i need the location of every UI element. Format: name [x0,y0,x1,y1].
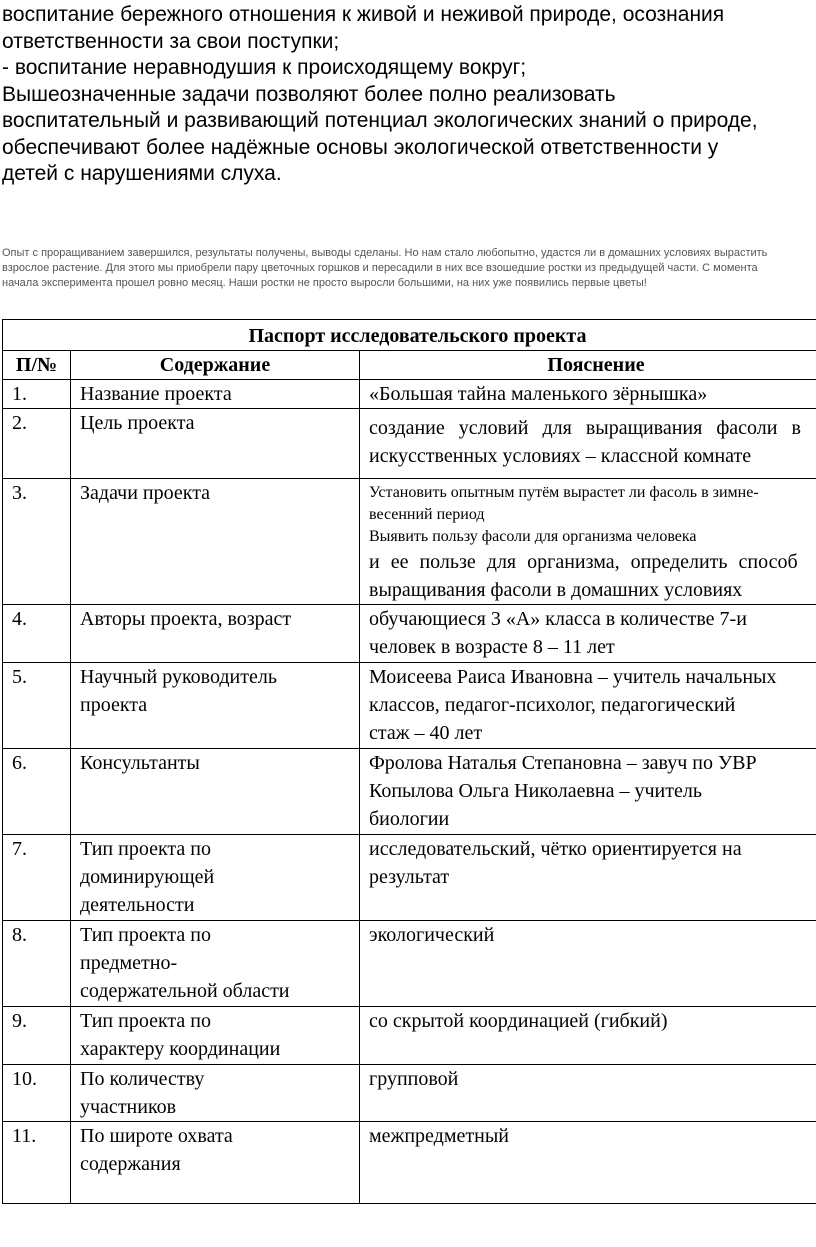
row-explanation: человек в возрасте 8 – 11 лет [369,636,615,658]
row-content: участников [80,1096,177,1118]
table-row [3,380,816,409]
row-explanation: результат [369,866,450,888]
intro-line: обеспечивают более надёжные основы экологической ответственности у [2,135,719,159]
row-explanation: искусственных условиях – классной комнате [369,445,752,467]
row-explanation-small: Установить опытным путём вырастет ли фасоль в зимне- [369,484,759,501]
row-explanation: и ее пользе для организма, определить способ [369,551,798,573]
row-explanation: Копылова Ольга Николаевна – учитель [369,780,702,802]
row-num: 3. [3,479,71,605]
row-num: 9. [3,1007,71,1065]
table-row [3,835,816,921]
row-content: По широте охвата [80,1125,233,1147]
note-line: взрослое растение. Для этого мы приобрели пару цветочных горшков и пересадили в них все взошедшие ростки из предыдущей части. С момента [2,262,758,274]
row-explanation-small: весенний период [369,506,485,523]
header-num: П/№ [3,351,71,380]
row-num: 10. [3,1065,71,1122]
row-num: 4. [3,605,71,663]
table-row [3,409,816,479]
row-content: Научный руководитель [80,666,277,688]
note-line: Опыт с проращиванием завершился, результаты получены, выводы сделаны. Но нам стало любопытно, удастся ли в домашних условиях вырастить [2,247,768,259]
row-explanation: экологический [369,924,495,946]
table-row [3,749,816,835]
table-row [3,1065,816,1122]
row-content: Цель проекта [80,412,195,434]
experiment-note [2,246,814,291]
table-row [3,663,816,749]
row-num: 5. [3,663,71,749]
row-explanation: со скрытой координацией (гибкий) [369,1010,668,1032]
intro-line: ответственности за свои поступки; [2,29,340,53]
project-passport-table [2,319,816,1204]
row-explanation: выращивания фасоли в домашних условиях [369,579,743,601]
intro-text [2,2,816,188]
row-content: характеру координации [80,1038,281,1060]
row-explanation: исследовательский, чётко ориентируется на [369,838,742,860]
row-content: проекта [80,694,148,716]
row-content: По количеству [80,1068,205,1090]
header-content: Содержание [71,351,360,380]
row-content: содержательной области [80,980,290,1002]
intro-line: - воспитание неравнодушия к происходящему вокруг; [2,56,527,79]
row-num: 2. [3,409,71,479]
row-explanation: обучающиеся 3 «А» класса в количестве 7-и [369,608,747,630]
row-explanation: Моисеева Раиса Ивановна – учитель начальных [369,666,777,688]
intro-line: воспитание бережного отношения к живой и неживой природе, осознания [2,3,725,26]
row-num: 7. [3,835,71,921]
row-explanation: создание условий для выращивания фасоли в [369,417,801,439]
row-content: доминирующей [80,866,215,888]
row-num: 8. [3,921,71,1007]
row-content: Название проекта [80,383,232,405]
header-explanation: Пояснение [360,351,816,380]
table-row [3,1122,816,1204]
note-line: начала эксперимента прошел ровно месяц. Наши ростки не просто выросли большими, на них уже появились первые цветы! [2,277,647,289]
row-content: Авторы проекта, возраст [80,608,292,630]
row-explanation: классов, педагог-психолог, педагогический [369,694,736,716]
table-row [3,1007,816,1065]
row-content: Консультанты [80,752,200,774]
intro-line: воспитательный и развивающий потенциал экологических знаний о природе, [2,109,758,132]
row-content: деятельности [80,894,195,916]
table-row [3,605,816,663]
row-content: предметно- [80,952,178,974]
row-explanation: стаж – 40 лет [369,722,483,744]
intro-line: Вышеозначенные задачи позволяют более полно реализовать [2,82,616,106]
row-explanation: групповой [369,1068,459,1090]
row-num: 1. [3,380,71,409]
row-content: содержания [80,1153,181,1175]
table-row [3,479,816,605]
row-explanation: Фролова Наталья Степановна – завуч по УВР [369,752,757,774]
row-content: Тип проекта по [80,1010,211,1032]
row-num: 6. [3,749,71,835]
row-explanation: межпредметный [369,1125,509,1147]
row-content: Тип проекта по [80,838,211,860]
row-content: Задачи проекта [80,482,211,504]
row-explanation: биологии [369,808,450,830]
table-title: Паспорт исследовательского проекта [3,320,816,351]
row-explanation-small: Выявить пользу фасоли для организма человека [369,528,697,545]
table-row [3,921,816,1007]
intro-line: детей с нарушениями слуха. [2,162,282,185]
row-explanation: «Большая тайна маленького зёрнышка» [369,383,708,405]
row-content: Тип проекта по [80,924,211,946]
row-num: 11. [3,1122,71,1204]
